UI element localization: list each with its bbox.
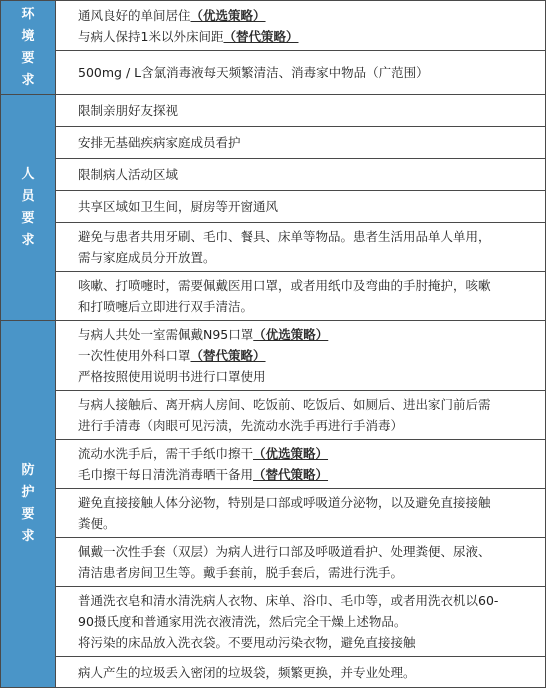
table-row — [1, 127, 546, 159]
requirement-line — [78, 164, 537, 185]
requirement-cell — [56, 223, 546, 272]
table-row — [1, 51, 546, 95]
guide-table-body — [1, 1, 546, 688]
requirement-line — [78, 415, 537, 436]
requirement-cell — [56, 1, 546, 51]
requirement-text: 病人产生的垃圾丢入密闭的垃圾袋，频繁更换，并专业处理。 — [78, 664, 416, 680]
table-row — [1, 489, 546, 538]
strategy-tag: （优选策略） — [253, 446, 329, 461]
table-row — [1, 223, 546, 272]
table-row — [1, 391, 546, 440]
section-label-text: 环境要求 — [21, 6, 35, 88]
table-row — [1, 272, 546, 321]
requirement-text: 安排无基础疾病家庭成员看护 — [78, 135, 241, 150]
requirement-line — [78, 100, 537, 121]
requirement-text: 与病人共处一室需佩戴N95口罩 — [78, 327, 254, 342]
requirement-line — [78, 366, 537, 387]
requirement-text: 清洁患者房间卫生等。戴手套前，脱手套后，需进行洗手。 — [78, 565, 404, 580]
requirement-cell — [56, 95, 546, 127]
table-row — [1, 440, 546, 489]
requirement-text: 普通洗衣皂和清水清洗病人衣物、床单、浴巾、毛巾等，或者用洗衣机以60- — [78, 593, 499, 608]
requirement-cell — [56, 657, 546, 688]
table-row — [1, 538, 546, 587]
requirement-line — [78, 247, 537, 268]
requirement-cell — [56, 321, 546, 391]
requirement-line — [78, 275, 537, 296]
requirement-line — [78, 196, 537, 217]
requirement-line — [78, 62, 537, 83]
requirement-text: 与病人保持1米以外床间距 — [78, 28, 224, 44]
requirement-cell — [56, 391, 546, 440]
requirement-line — [78, 26, 537, 47]
requirement-text: 共享区域如卫生间，厨房等开窗通风 — [78, 199, 279, 214]
section-label-text: 人员要求 — [21, 166, 35, 248]
table-row — [1, 321, 546, 391]
requirement-line — [78, 513, 537, 534]
section-label-environment — [1, 1, 56, 95]
requirement-cell — [56, 191, 546, 223]
requirement-text: 500mg / L含氯消毒液每天频繁清洁、消毒家中物品（广范围） — [78, 65, 429, 80]
requirement-text: 粪便。 — [78, 516, 116, 531]
requirement-line — [78, 611, 537, 632]
table-row — [1, 159, 546, 191]
requirement-line — [78, 590, 537, 611]
strategy-tag: （优选策略） — [253, 327, 329, 342]
requirement-line — [78, 132, 537, 153]
requirement-line — [78, 296, 537, 317]
requirement-line — [78, 443, 537, 464]
requirement-text: 避免与患者共用牙刷、毛巾、餐具、床单等物品。患者生活用品单人单用， — [78, 229, 491, 244]
requirement-cell — [56, 489, 546, 538]
requirement-line — [78, 5, 537, 26]
requirement-text: 通风良好的单间居住 — [78, 7, 191, 23]
section-label-text: 防护要求 — [21, 463, 35, 544]
requirement-line — [78, 394, 537, 415]
table-row — [1, 95, 546, 127]
requirement-text: 限制病人活动区域 — [78, 167, 179, 182]
requirement-text: 流动水洗手后，需干手纸巾擦干 — [78, 446, 254, 461]
requirement-text: 将污染的床品放入洗衣袋。不要甩动污染衣物，避免直接接触 — [78, 635, 416, 650]
strategy-tag: （替代策略） — [223, 28, 299, 44]
section-label-protection — [1, 321, 56, 688]
requirement-text: 毛巾擦干每日清洗消毒晒干备用 — [78, 467, 254, 482]
strategy-tag: （优选策略） — [190, 7, 266, 23]
requirement-text: 严格按照使用说明书进行口罩使用 — [78, 369, 266, 384]
requirement-cell — [56, 587, 546, 657]
requirement-line — [78, 324, 537, 345]
requirement-text: 进行手清毒（肉眼可见污渍，先流动水洗手再进行手消毒） — [78, 418, 404, 433]
requirement-text: 佩戴一次性手套（双层）为病人进行口部及呼吸道看护、处理粪便、尿液、 — [78, 544, 491, 559]
requirement-line — [78, 562, 537, 583]
requirement-cell — [56, 538, 546, 587]
requirement-text: 90摄氏度和普通家用洗衣液清洗，然后完全干燥上述物品。 — [78, 614, 407, 629]
requirement-text: 一次性使用外科口罩 — [78, 348, 191, 363]
requirement-line — [78, 226, 537, 247]
strategy-tag: （替代策略） — [253, 467, 329, 482]
requirement-cell — [56, 159, 546, 191]
requirement-cell — [56, 272, 546, 321]
requirement-line — [78, 345, 537, 366]
strategy-tag: （替代策略） — [190, 348, 266, 363]
requirement-text: 需与家庭成员分开放置。 — [78, 250, 216, 265]
requirement-line — [78, 464, 537, 485]
table-row — [1, 587, 546, 657]
requirement-line — [78, 541, 537, 562]
table-row — [1, 191, 546, 223]
requirement-line — [78, 662, 537, 683]
table-row — [1, 657, 546, 688]
requirement-text: 避免直接接触人体分泌物，特别是口部或呼吸道分泌物，以及避免直接接触 — [78, 495, 491, 510]
requirement-text: 限制亲朋好友探视 — [78, 103, 179, 118]
requirement-cell — [56, 51, 546, 95]
requirement-text: 和打喷嚏后立即进行双手清洁。 — [78, 299, 254, 314]
table-row — [1, 1, 546, 51]
requirement-text: 与病人接触后、离开病人房间、吃饭前、吃饭后、如厕后、进出家门前后需 — [78, 397, 491, 412]
requirement-text: 咳嗽、打喷嚏时，需要佩戴医用口罩，或者用纸巾及弯曲的手肘掩护，咳嗽 — [78, 278, 491, 293]
requirement-cell — [56, 440, 546, 489]
requirement-line — [78, 492, 537, 513]
section-label-personnel — [1, 95, 56, 321]
requirement-line — [78, 632, 537, 653]
requirement-cell — [56, 127, 546, 159]
